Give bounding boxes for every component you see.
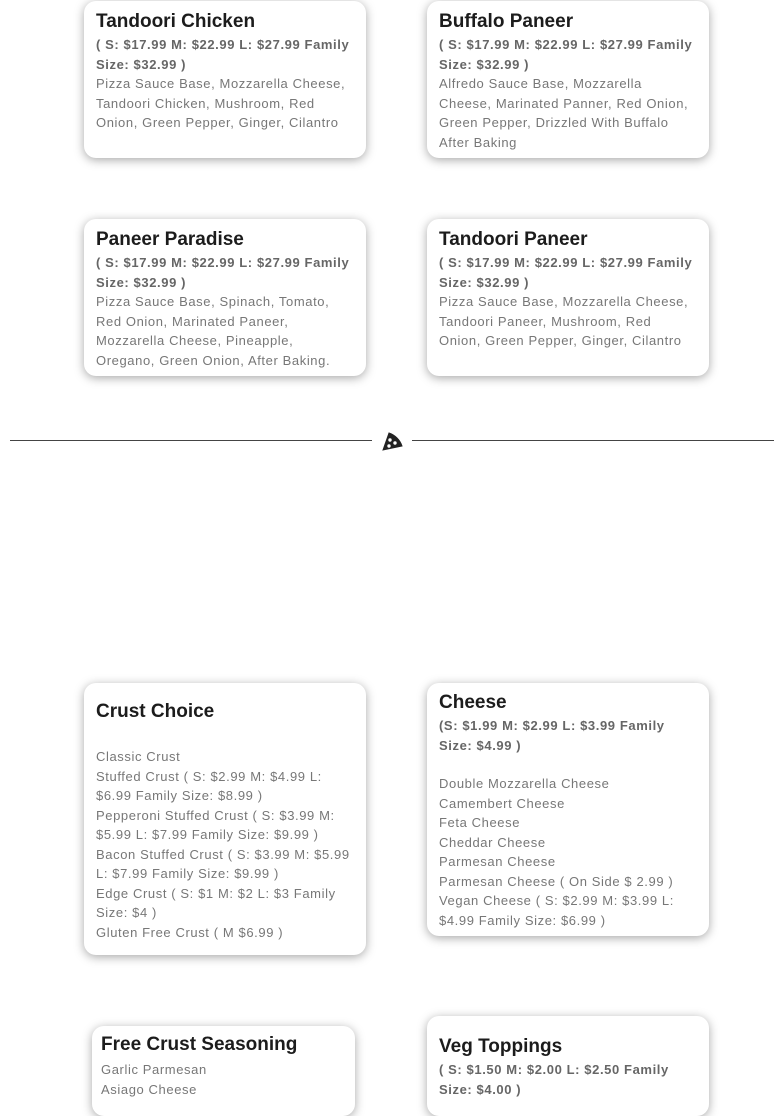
list-item: Bacon Stuffed Crust ( S: $3.99 M: $5.99 L: $7.99 Family Size: $9.99 ) [96,846,350,881]
card-title: Tandoori Chicken [96,11,256,32]
card-description: Alfredo Sauce Base, Mozzarella Cheese, Marinated Panner, Red Onion, Green Pepper, Drizzled With Buffalo After Baking [439,76,689,150]
menu-card-paneer-paradise [84,219,366,376]
section-divider-right [412,440,774,441]
list-item: Parmesan Cheese [439,854,556,869]
list-item: Classic Crust [96,749,181,764]
list-item: Double Mozzarella Cheese [439,776,610,791]
menu-card-veg-toppings [427,1016,709,1116]
section-divider-left [10,440,372,441]
card-title: Buffalo Paneer [439,11,574,32]
seasoning-options-list [101,1060,346,1099]
list-item: Cheddar Cheese [439,834,546,850]
card-price: (S: $1.99 M: $2.99 L: $3.99 Family Size: $4.99 ) [439,718,665,753]
card-title: Crust Choice [96,701,215,722]
menu-card-tandoori-chicken [84,1,366,158]
card-description: Pizza Sauce Base, Mozzarella Cheese, Tandoori Chicken, Mushroom, Red Onion, Green Pepper, Ginger, Cilantro [96,76,346,130]
card-title: Tandoori Paneer [439,229,588,250]
card-title: Paneer Paradise [96,229,244,250]
list-item: Vegan Cheese ( S: $2.99 M: $3.99 L: $4.99 Family Size: $6.99 ) [439,893,674,928]
list-item: Feta Cheese [439,815,521,830]
list-item: Pepperoni Stuffed Crust ( S: $3.99 M: $5.99 L: $7.99 Family Size: $9.99 ) [96,807,335,842]
list-item: Parmesan Cheese ( On Side $ 2.99 ) [439,873,674,889]
card-price: ( S: $1.50 M: $2.00 L: $2.50 Family Size: $4.00 ) [439,1062,669,1097]
card-price: ( S: $17.99 M: $22.99 L: $27.99 Family Size: $32.99 ) [96,37,350,72]
card-title: Veg Toppings [439,1036,563,1057]
card-price: ( S: $17.99 M: $22.99 L: $27.99 Family Size: $32.99 ) [439,255,693,290]
list-item: Stuffed Crust ( S: $2.99 M: $4.99 L: $6.99 Family Size: $8.99 ) [96,768,322,803]
card-description: Pizza Sauce Base, Spinach, Tomato, Red Onion, Marinated Paneer, Mozzarella Cheese, Pineapple, Oregano, Green Onion, After Baking. [96,294,331,368]
card-price: ( S: $17.99 M: $22.99 L: $27.99 Family Size: $32.99 ) [96,255,350,290]
menu-card-tandoori-paneer [427,219,709,376]
cheese-options-list [439,774,697,930]
menu-card-cheese [427,683,709,936]
list-item: Garlic Parmesan [101,1062,207,1077]
list-item: Gluten Free Crust ( M $6.99 ) [96,924,284,940]
menu-card-crust-choice [84,683,366,955]
pizza-slice-icon [380,430,404,454]
card-title: Free Crust Seasoning [101,1034,298,1055]
list-item: Camembert Cheese [439,795,565,811]
crust-options-list [96,747,354,942]
list-item: Edge Crust ( S: $1 M: $2 L: $3 Family Size: $4 ) [96,885,336,920]
card-description: Pizza Sauce Base, Mozzarella Cheese, Tandoori Paneer, Mushroom, Red Onion, Green Pepper, Ginger, Cilantro [439,294,689,348]
card-title: Cheese [439,692,507,713]
card-price: ( S: $17.99 M: $22.99 L: $27.99 Family Size: $32.99 ) [439,37,693,72]
list-item: Asiago Cheese [101,1081,197,1097]
menu-card-buffalo-paneer [427,1,709,158]
